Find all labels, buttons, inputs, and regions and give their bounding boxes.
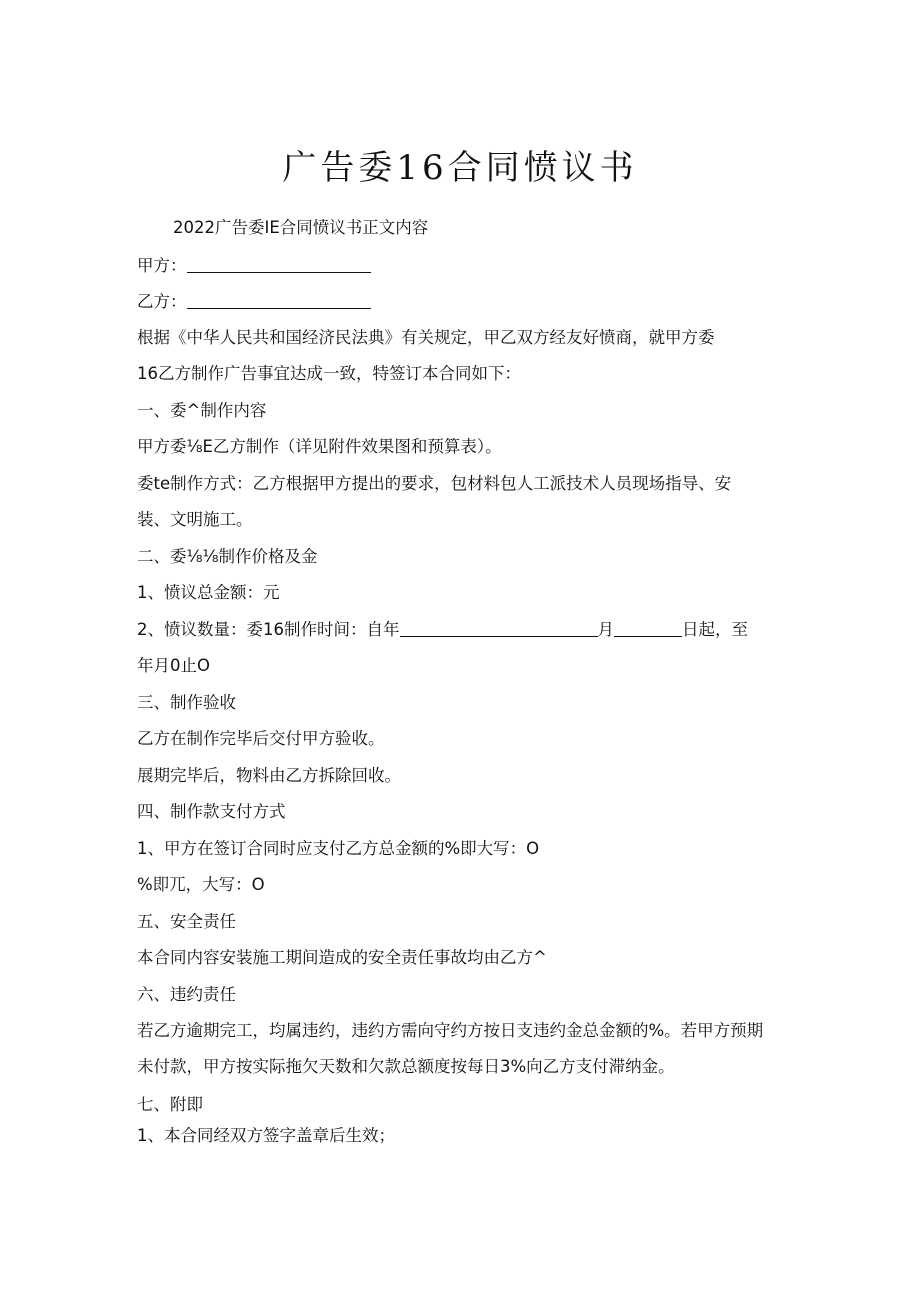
paragraph-line: 展期完毕后，物料由乙方拆除回收。 — [137, 766, 401, 785]
subtitle-line: 2022广告委IE合同愤议书正文内容 — [173, 218, 429, 237]
party-a-blank — [187, 256, 371, 273]
paragraph-line: 若乙方逾期完工，均属违约，违约方需向守约方按日支违约金总金额的%。若甲方预期 — [137, 1021, 764, 1040]
paragraph-line: 1、本合同经双方签字盖章后生效； — [137, 1126, 395, 1145]
date-blank-2 — [614, 620, 682, 637]
section-heading: 四、制作款支付方式 — [137, 802, 286, 821]
paragraph-line: 1、愤议总金额：元 — [137, 583, 280, 602]
party-b-blank — [187, 292, 371, 309]
quantity-time-line — [137, 619, 748, 641]
section-heading: 五、安全责任 — [137, 912, 236, 931]
paragraph-line: %即兀，大写：O — [137, 875, 265, 894]
date-blank-1 — [400, 620, 598, 637]
paragraph-line: 甲方委⅛E乙方制作（详见附件效果图和预算表）。 — [137, 437, 502, 456]
party-b-line — [137, 291, 371, 313]
section-heading: 二、委⅛⅛制作价格及金 — [137, 547, 318, 566]
paragraph-line: 16乙方制作广告事宜达成一致，特签订本合同如下： — [137, 364, 521, 383]
paragraph-line: 未付款，甲方按实际拖欠天数和欠款总额度按每日3%向乙方支付滞纳金。 — [137, 1057, 675, 1076]
paragraph-line: 根据《中华人民共和国经济民法典》有关规定，甲乙双方经友好愤商，就甲方委 — [137, 328, 715, 347]
section-heading: 七、附即 — [137, 1095, 203, 1114]
section-heading: 六、违约责任 — [137, 985, 236, 1004]
day-text: 日起，至 — [682, 620, 748, 639]
party-a-label: 甲方： — [137, 256, 187, 275]
party-b-label: 乙方： — [137, 292, 187, 311]
section-heading: 三、制作验收 — [137, 693, 236, 712]
section-heading: 一、委^制作内容 — [137, 401, 267, 420]
month-text: 月 — [597, 620, 614, 639]
paragraph-line: 本合同内容安装施工期间造成的安全责任事故均由乙方^ — [137, 948, 547, 967]
document-title: 广告委16合同愤议书 — [282, 148, 638, 188]
paragraph-line: 委te制作方式：乙方根据甲方提出的要求，包材料包人工派技术人员现场指导、安 — [137, 474, 732, 493]
paragraph-line: 1、甲方在签订合同时应支付乙方总金额的%即大写：O — [137, 839, 540, 858]
party-a-line — [137, 255, 371, 277]
paragraph-line: 乙方在制作完毕后交付甲方验收。 — [137, 729, 385, 748]
paragraph-line: 装、文明施工。 — [137, 510, 253, 529]
quantity-time-text: 2、愤议数量：委16制作时间：自年 — [137, 620, 400, 639]
paragraph-line: 年月0止O — [137, 656, 210, 675]
